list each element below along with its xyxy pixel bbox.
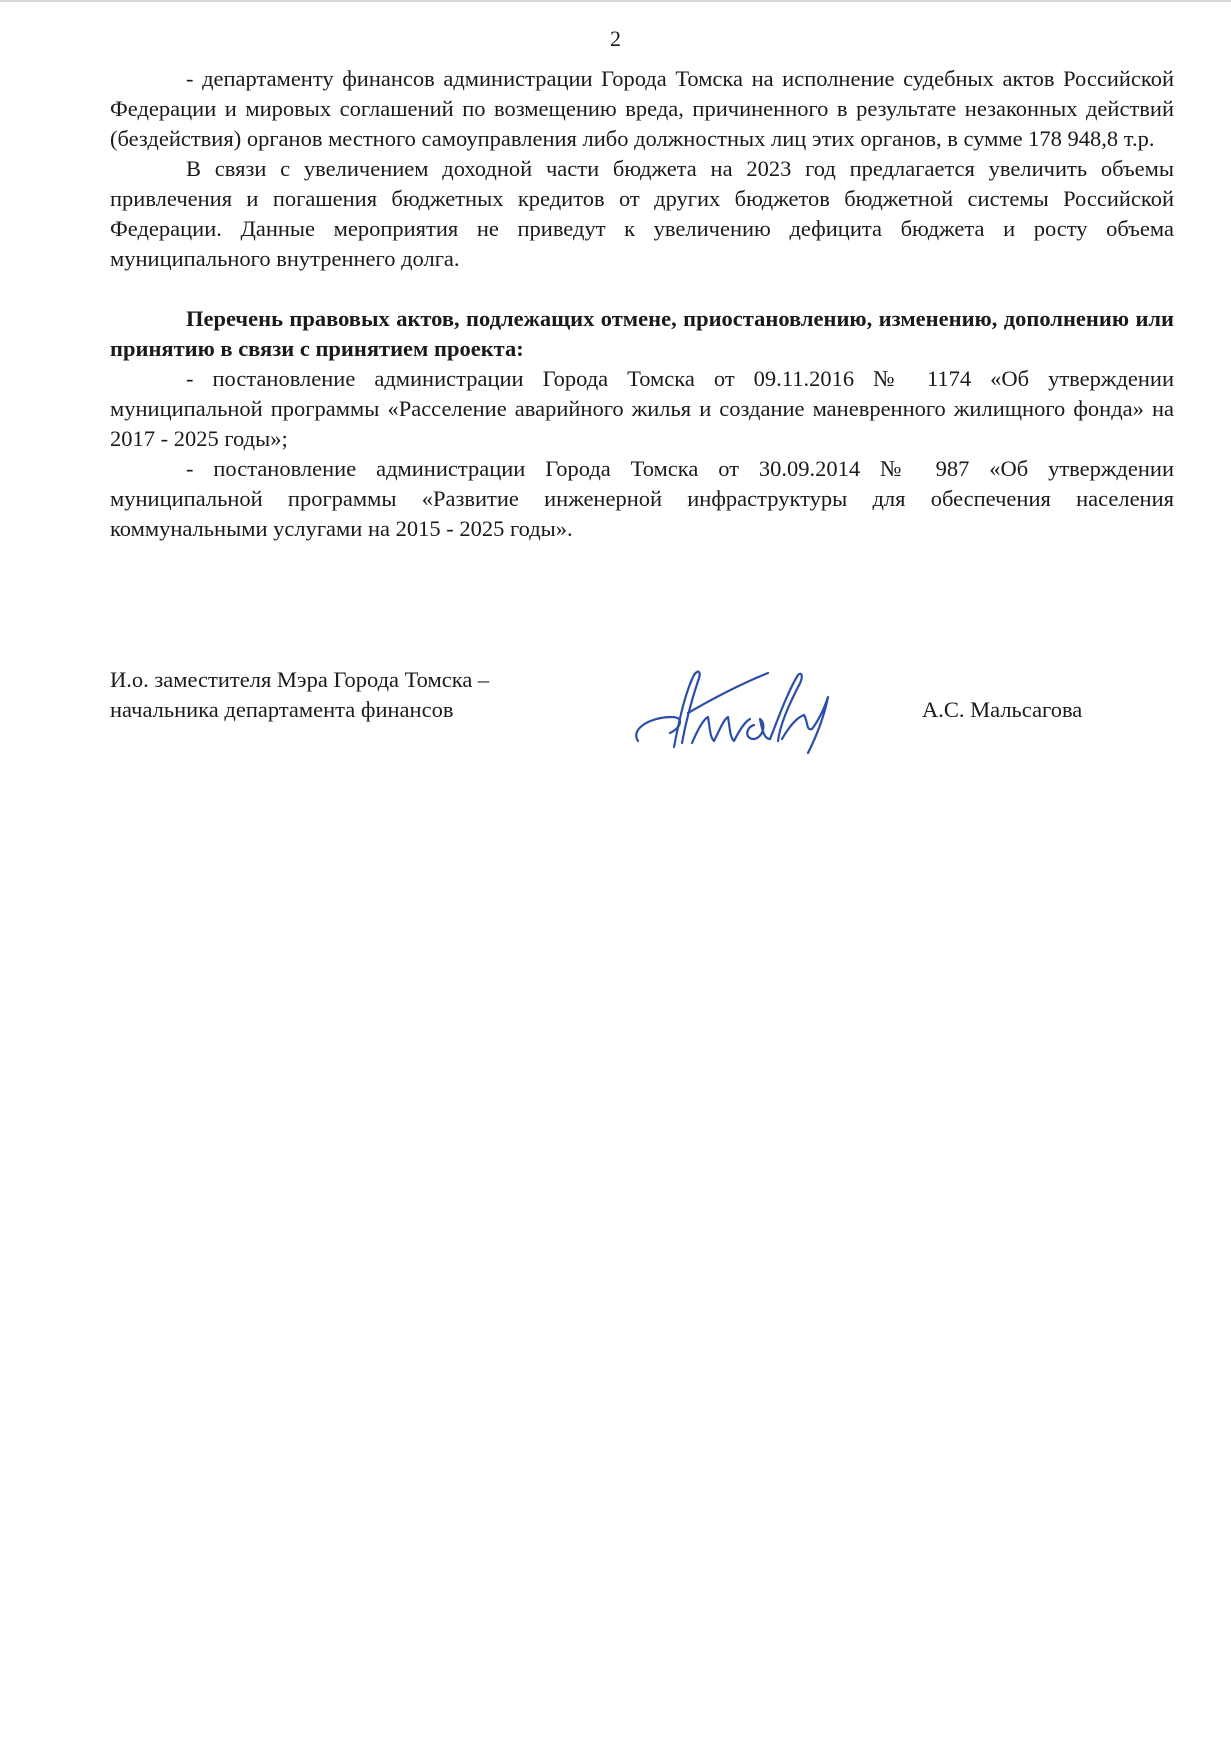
scan-top-edge <box>0 0 1231 2</box>
handwritten-signature <box>628 655 848 755</box>
legal-act-item-1: - постановление администрации Города Томска от 09.11.2016 № 1174 «Об утверждении муниципальной программы «Расселение аварийного жилья и создание маневренного жилищного фонда» на 2017 - 2025 годы»; <box>110 366 1174 451</box>
signatory-position-line-2: начальника департамента финансов <box>110 697 454 722</box>
paragraph-budget-credits: В связи с увеличением доходной части бюджета на 2023 год предлагается увеличить объемы привлечения и погашения бюджетных кредитов от других бюджетов бюджетной системы Российской Федерации. Данные мероприятия не приведут к увеличению дефицита бюджета и росту объема муниципального внутреннего долга. <box>110 156 1174 271</box>
signature-block <box>110 665 1174 775</box>
signature-strokes <box>636 672 828 753</box>
signatory-name: А.С. Мальсагова <box>922 697 1083 722</box>
legal-act-item-2: - постановление администрации Города Томска от 30.09.2014 № 987 «Об утверждении муниципальной программы «Развитие инженерной инфраструктуры для обеспечения населения коммунальными услугами на 2015 - 2025 годы». <box>110 456 1174 541</box>
paragraph-finance-department: - департаменту финансов администрации Города Томска на исполнение судебных актов Российской Федерации и мировых соглашений по возмещению вреда, причиненного в результате незаконных действий (бездействия) органов местного самоуправления либо должностных лиц этих органов, в сумме 178 948,8 т.р. <box>110 66 1174 151</box>
paragraph-gap <box>110 274 1174 304</box>
page-number: 2 <box>610 26 621 51</box>
signatory-position-line-1: И.о. заместителя Мэра Города Томска – <box>110 667 490 692</box>
signatory-position <box>110 665 630 725</box>
legal-acts-heading: Перечень правовых актов, подлежащих отмене, приостановлению, изменению, дополнению или принятию в связи с принятием проекта: <box>110 306 1174 361</box>
document-body <box>110 64 1174 544</box>
